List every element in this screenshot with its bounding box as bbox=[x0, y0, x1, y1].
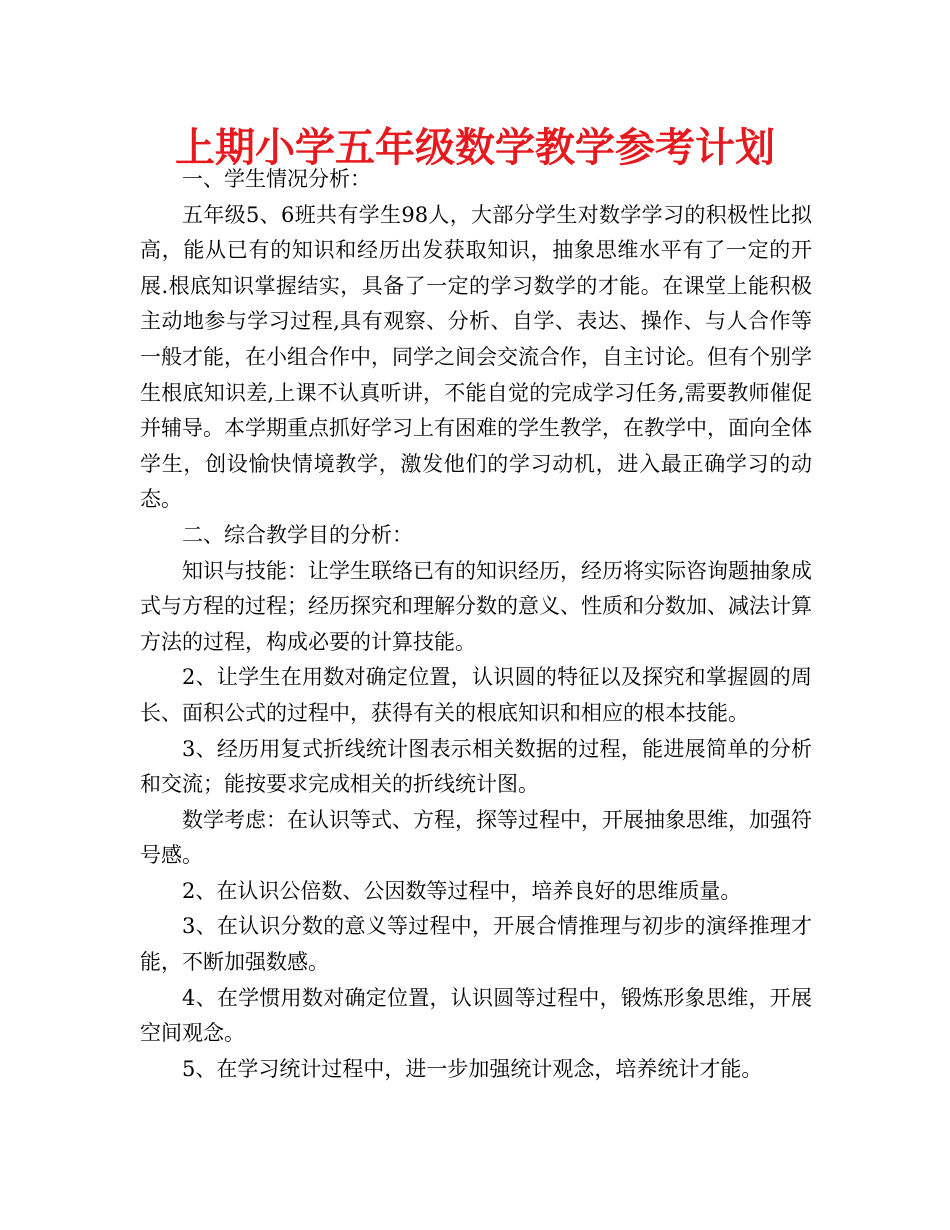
paragraph-student-analysis: 五年级5、6班共有学生98人，大部分学生对数学学习的积极性比拟高，能从已有的知识和经历出发获取知识，抽象思维水平有了一定的开展.根底知识掌握结实，具备了一定的学习数学的才能。在课堂上能积极主动地参与学习过程,具有观察、分析、自学、表达、操作、与人合作等一般才能，在小组合作中，同学之间会交流合作，自主讨论。但有个别学生根底知识差,上课不认真听讲，不能自觉的完成学习任务,需要教师催促并辅导。本学期重点抓好学习上有困难的学生教学，在教学中，面向全体学生，创设愉快情境教学，激发他们的学习动机，进入最正确学习的动态。 bbox=[140, 202, 812, 512]
document-body bbox=[140, 162, 812, 1087]
paragraph-thinking-4: 4、在学惯用数对确定位置，认识圆等过程中，锻炼形象思维，开展空间观念。 bbox=[140, 985, 812, 1046]
paragraph-goal-3: 3、经历用复式折线统计图表示相关数据的过程，能进展简单的分析和交流；能按要求完成相关的折线统计图。 bbox=[140, 736, 812, 797]
paragraph-thinking-2: 2、在认识公倍数、公因数等过程中，培养良好的思维质量。 bbox=[182, 878, 742, 903]
section-heading-student-analysis: 一、学生情况分析： bbox=[182, 167, 371, 191]
paragraph-knowledge-skills: 知识与技能：让学生联络已有的知识经历，经历将实际咨询题抽象成式与方程的过程；经历探究和理解分数的意义、性质和分数加、减法计算方法的过程，构成必要的计算技能。 bbox=[140, 558, 812, 654]
paragraph-math-thinking: 数学考虑：在认识等式、方程，探等过程中，开展抽象思维，加强符号感。 bbox=[140, 807, 812, 868]
section-heading-teaching-goals: 二、综合教学目的分析： bbox=[182, 522, 413, 547]
paragraph-thinking-3: 3、在认识分数的意义等过程中，开展合情推理与初步的演绎推理才能，不断加强数感。 bbox=[140, 914, 812, 975]
paragraph-goal-2: 2、让学生在用数对确定位置，认识圆的特征以及探究和掌握圆的周长、面积公式的过程中，获得有关的根底知识和相应的根本技能。 bbox=[140, 665, 812, 725]
paragraph-thinking-5: 5、在学习统计过程中，进一步加强统计观念，培养统计才能。 bbox=[182, 1056, 763, 1081]
document-title: 上期小学五年级数学教学参考计划 bbox=[175, 125, 775, 171]
